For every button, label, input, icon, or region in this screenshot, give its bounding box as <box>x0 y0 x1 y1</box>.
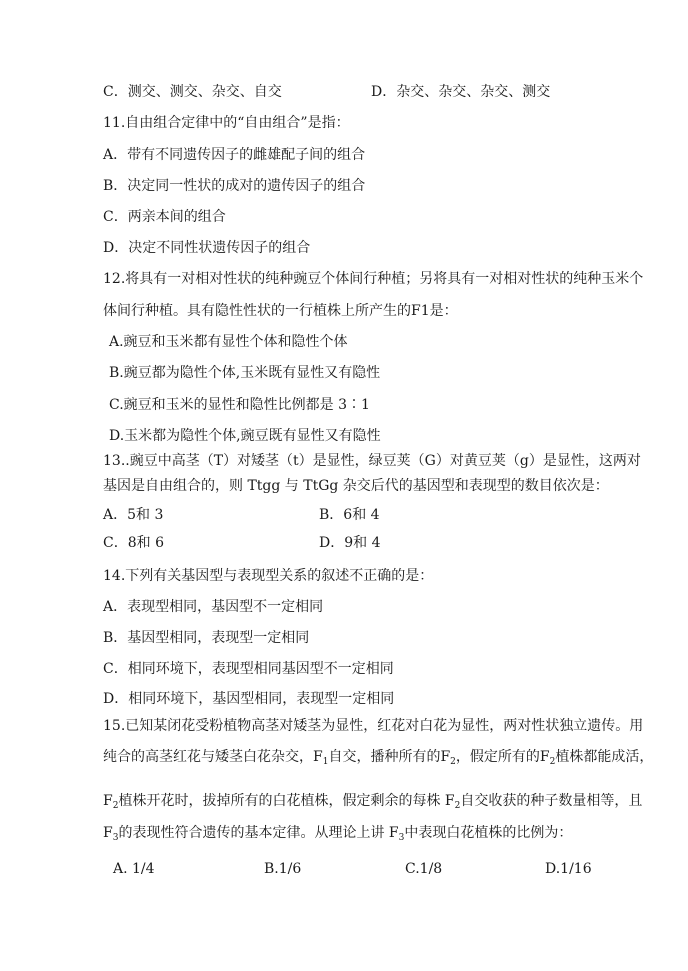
q15-line3-text-c: 自交收获的种子数量相等，且 <box>460 793 643 809</box>
q15-line3-text-a: F <box>103 793 113 809</box>
q13-stem-line1: 13..豌豆中高茎（T）对矮茎（t）是显性，绿豆荚（G）对黄豆荚（g）是显性，这两对 <box>103 453 641 469</box>
q15-option-d: D.1/16 <box>545 861 592 877</box>
q15-stem-line3 <box>103 791 642 816</box>
q15-stem-line1: 15.已知某闭花受粉植物高茎对矮茎为显性，红花对白花为显性，两对性状独立遗传。用 <box>103 718 644 734</box>
q11-option-b: B．决定同一性状的成对的遗传因子的组合 <box>103 178 366 194</box>
q15-line3-subscript-1: 2 <box>112 801 119 811</box>
q12-option-d: D.玉米都为隐性个体,豌豆既有显性又有隐性 <box>109 428 381 444</box>
q14-stem: 14.下列有关基因型与表现型关系的叙述不正确的是： <box>103 568 434 584</box>
q12-option-c: C.豌豆和玉米的显性和隐性比例都是 3∶1 <box>109 397 370 413</box>
q13-stem-line2: 基因是自由组合的，则 Ttgg 与 TtGg 杂交后代的基因型和表现型的数目依次是： <box>103 478 609 494</box>
q15-line2-subscript-2: 2 <box>450 757 456 767</box>
q15-line2-subscript-1: 1 <box>322 757 329 767</box>
q15-stem-line2 <box>103 747 653 772</box>
q15-option-a: A. 1/4 <box>113 861 155 877</box>
q14-option-d: D．相同环境下，基因型相同，表现型一定相同 <box>103 691 395 707</box>
q15-line4-subscript-2: 3 <box>398 833 405 843</box>
q15-option-b: B.1/6 <box>264 861 302 877</box>
q11-option-a: A．带有不同遗传因子的雌雄配子间的组合 <box>103 147 366 163</box>
q15-line4-text-b: 的表现性符合遗传的基本定律。从理论上讲 F <box>118 825 399 841</box>
q15-line2-text-a: 纯合的高茎红花与矮茎白花杂交，F <box>103 749 323 765</box>
q11-stem: 11.自由组合定律中的“自由组合”是指： <box>103 115 350 131</box>
q10-option-c: C．测交、测交、杂交、自交 <box>103 84 282 100</box>
q14-option-b: B．基因型相同，表现型一定相同 <box>103 630 310 646</box>
q15-line3-text-b: 植株开花时，拔掉所有的白花植株，假定剩余的每株 F <box>118 793 455 809</box>
q15-line4-text-a: F <box>103 825 113 841</box>
q15-line4-subscript-1: 3 <box>112 833 119 843</box>
q12-option-a: A.豌豆和玉米都有显性个体和隐性个体 <box>109 334 348 350</box>
q13-option-b: B．6和 4 <box>319 507 380 523</box>
q12-stem-line2: 体间行种植。具有隐性性状的一行植株上所产生的F1是： <box>103 303 458 319</box>
q14-option-a: A．表现型相同，基因型不一定相同 <box>103 599 324 615</box>
q15-line2-text-c: ，假定所有的F <box>455 749 550 765</box>
q14-option-c: C．相同环境下，表现型相同基因型不一定相同 <box>103 661 394 677</box>
q15-stem-line4 <box>103 823 572 848</box>
q15-line2-subscript-3: 2 <box>549 757 556 767</box>
q15-line3-subscript-2: 2 <box>454 801 461 811</box>
q11-option-d: D．决定不同性状遗传因子的组合 <box>103 240 311 256</box>
q15-line2-text-b: 自交，播种所有的F <box>328 749 451 765</box>
q12-option-b: B.豌豆都为隐性个体,玉米既有显性又有隐性 <box>109 365 381 381</box>
q15-option-c: C.1/8 <box>405 861 443 877</box>
q15-line2-text-d: 植株都能成活， <box>555 749 654 765</box>
q11-option-c: C．两亲本间的组合 <box>103 209 226 225</box>
q12-stem-line1: 12.将具有一对相对性状的纯种豌豆个体间行种植；另将具有一对相对性状的纯种玉米个 <box>103 271 644 287</box>
q15-line4-text-c: 中表现白花植株的比例为： <box>404 825 573 841</box>
q13-option-d: D．9和 4 <box>319 535 381 551</box>
q13-option-c: C．8和 6 <box>103 535 164 551</box>
q13-option-a: A．5和 3 <box>103 507 164 523</box>
q10-option-d: D．杂交、杂交、杂交、测交 <box>371 84 551 100</box>
